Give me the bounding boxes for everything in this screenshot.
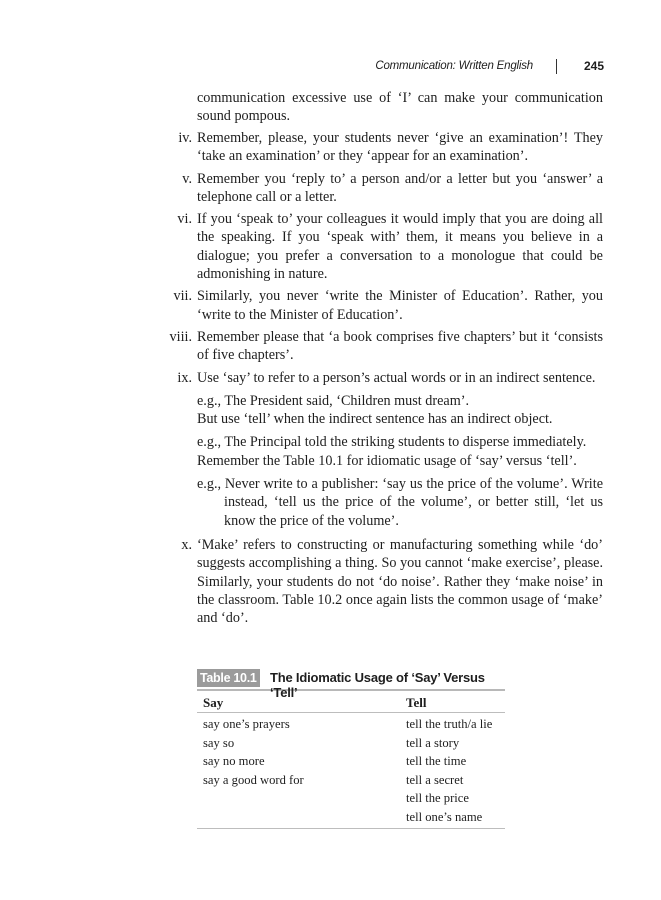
running-title: Communication: Written English xyxy=(375,60,533,72)
item-text: Use ‘say’ to refer to a person’s actual words or in an indirect sentence. xyxy=(197,369,596,386)
cell-say xyxy=(203,808,406,827)
item-number: viii. xyxy=(169,328,192,345)
item-text: Remember please that ‘a book comprises five chapters’ but it ‘consists of five chapters’. xyxy=(197,328,603,364)
item-text: Remember, please, your students never ‘give an examination’! They ‘take an examination’ or they ‘appear for an examination’. xyxy=(197,130,603,165)
list-item-iv xyxy=(140,129,603,166)
list-item-ix xyxy=(140,369,603,530)
cell-tell: tell the time xyxy=(406,754,467,768)
example-1 xyxy=(197,392,603,410)
list-item-viii xyxy=(140,328,603,365)
table-bottom-rule xyxy=(197,828,505,829)
usage-note-2: Remember the Table 10.1 for idiomatic usage of ‘say’ versus ‘tell’. xyxy=(197,452,577,469)
table-row xyxy=(197,789,505,808)
item-text: ‘Make’ refers to constructing or manufacturing something while ‘do’ suggests accomplishing a thing. So you cannot ‘make exercise’, please. Similarly, your students do not ‘do noise’. Rather they ‘make noise’ in the classroom. Table 10.2 once again lists the common usage of ‘make’ and ‘do’. xyxy=(197,536,603,627)
cell-tell: tell a story xyxy=(406,735,460,750)
cell-tell: tell a secret xyxy=(406,772,464,787)
table-title: The Idiomatic Usage of ‘Say’ Versus ‘Tell’ xyxy=(270,670,485,700)
cell-say: say a good word for xyxy=(203,772,304,787)
cell-tell: tell the truth/a lie xyxy=(406,717,493,731)
table-row xyxy=(197,734,505,753)
table-row xyxy=(197,715,505,734)
table-10-1 xyxy=(197,669,505,829)
item-text: Remember you ‘reply to’ a person and/or a letter but you ‘answer’ a telephone call or a letter. xyxy=(197,170,603,205)
cell-say: say one’s prayers xyxy=(203,717,290,731)
cell-say xyxy=(203,789,406,808)
example-text: e.g., The President said, ‘Children must dream’. xyxy=(197,392,470,409)
table-body xyxy=(197,713,505,826)
item-number: x. xyxy=(181,536,192,553)
numbered-list xyxy=(140,129,603,631)
item-number: iv. xyxy=(178,130,192,146)
example-3 xyxy=(197,475,603,530)
continuation-paragraph: communication excessive use of ‘I’ can make your communication sound pompous. xyxy=(197,90,603,125)
example-text: e.g., Never write to a publisher: ‘say us the price of the volume’. Write instead, ‘tell us the price of the volume’, or better still, ‘let us know the price of the volume’. xyxy=(197,476,603,529)
table-caption xyxy=(197,669,505,700)
list-item-vii xyxy=(140,287,603,324)
table-label: Table 10.1 xyxy=(197,669,260,687)
page-number: 245 xyxy=(583,59,604,73)
table-row xyxy=(197,808,505,827)
item-text: If you ‘speak to’ your colleagues it would imply that you are doing all the speaking. If you ‘speak with’ them, it means you believe in a dialogue; you prefer a conversation to a monologue that could be admonishing in nature. xyxy=(197,211,603,283)
list-item-x xyxy=(140,536,603,627)
running-header xyxy=(0,59,661,77)
table-row xyxy=(197,771,505,790)
header-say: Say xyxy=(203,695,224,710)
cell-say: say no more xyxy=(203,754,265,768)
item-number: v. xyxy=(182,170,192,187)
list-item-v xyxy=(140,170,603,207)
item-number: ix. xyxy=(177,369,192,386)
example-text: e.g., The Principal told the striking students to disperse immediately. xyxy=(197,434,587,451)
cell-say: say so xyxy=(203,735,235,750)
table-grid xyxy=(197,691,505,829)
item-number: vii. xyxy=(173,288,192,305)
example-2 xyxy=(197,433,603,451)
list-item-vi xyxy=(140,210,603,283)
item-number: vi. xyxy=(177,211,192,228)
header-tell: Tell xyxy=(406,695,427,710)
header-separator xyxy=(556,59,557,74)
item-text: Similarly, you never ‘write the Minister of Education’. Rather, you ‘write to the Minister of Education’. xyxy=(197,288,603,323)
usage-note-1: But use ‘tell’ when the indirect sentence has an indirect object. xyxy=(197,411,553,428)
table-row xyxy=(197,752,505,771)
cell-tell: tell the price xyxy=(406,791,469,805)
cell-tell: tell one’s name xyxy=(406,809,483,824)
